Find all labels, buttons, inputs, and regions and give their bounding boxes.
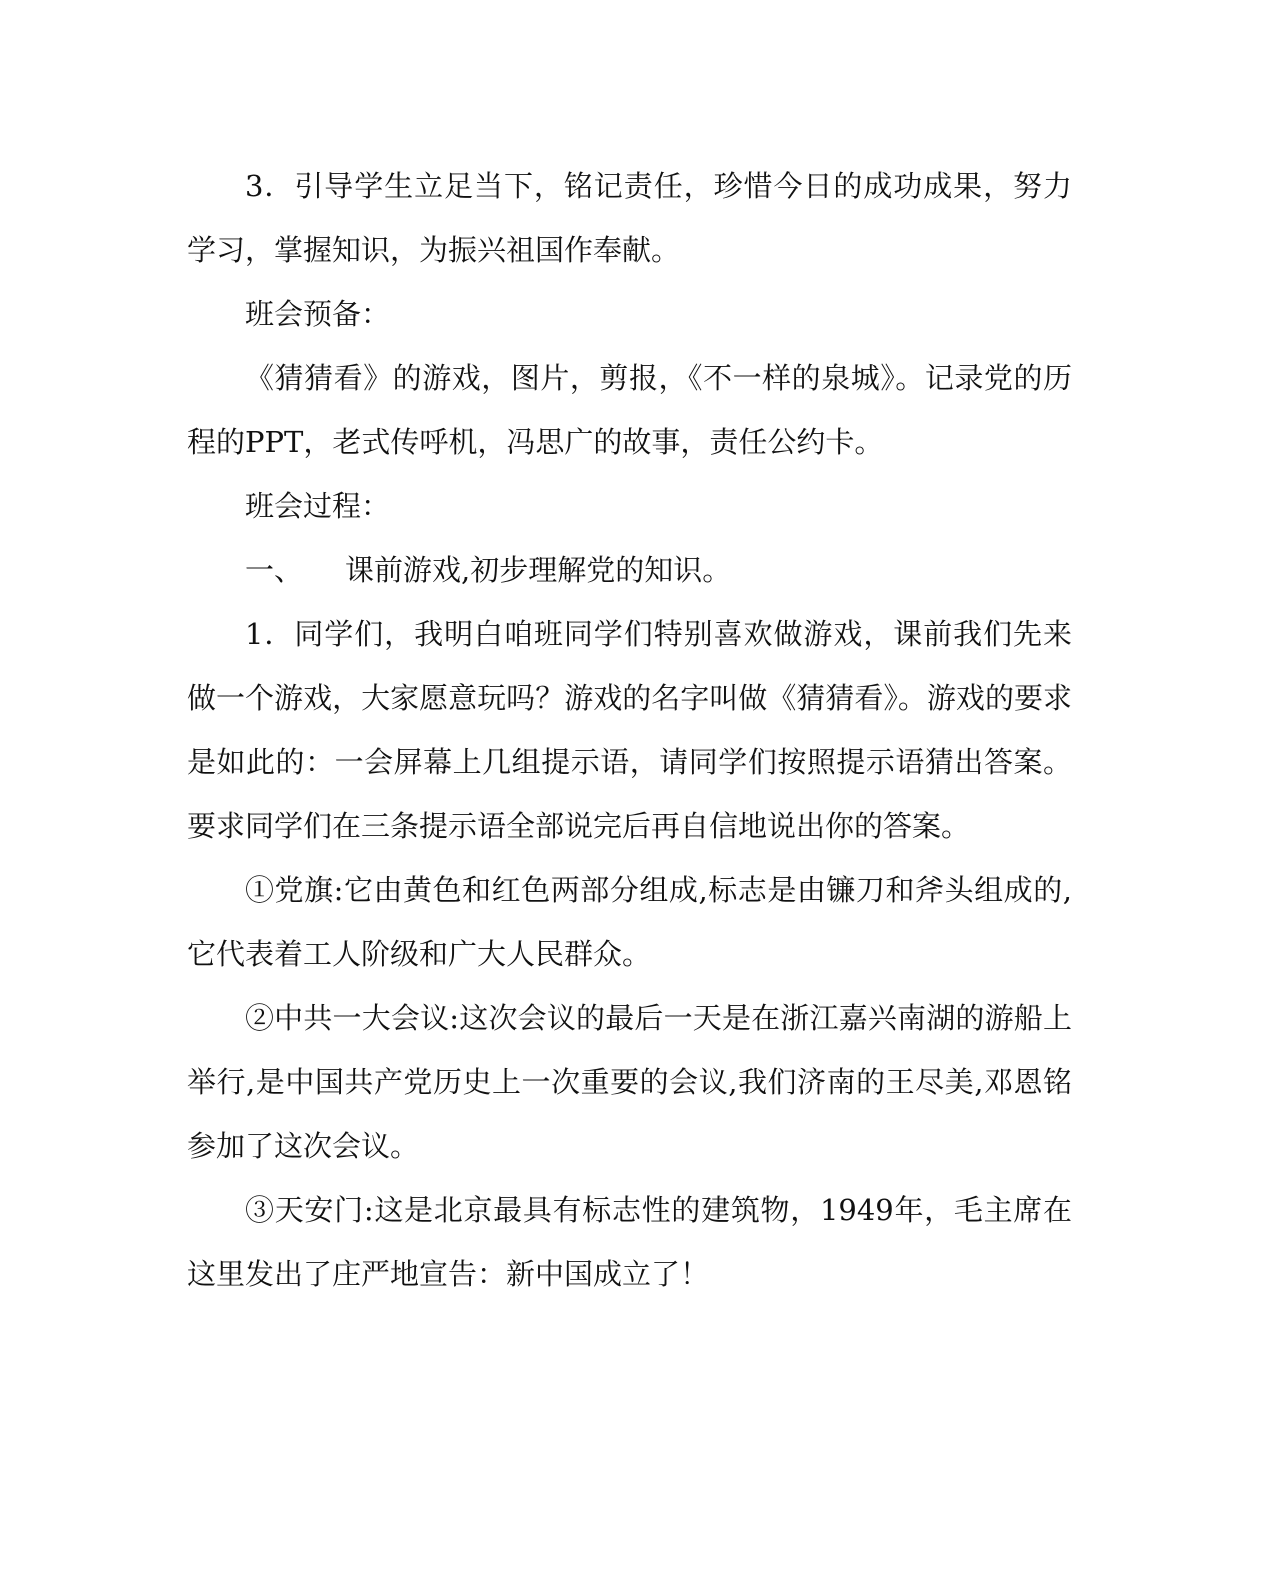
- paragraph-goal-3: 3．引导学生立足当下，铭记责任，珍惜今日的成功成果，努力学习，掌握知识，为振兴祖国作奉献。: [187, 169, 1072, 267]
- paragraph-game-intro: 1．同学们，我明白咱班同学们特别喜欢做游戏，课前我们先来做一个游戏，大家愿意玩吗？游戏的名字叫做《猜猜看》。游戏的要求是如此的：一会屏幕上几组提示语，请同学们按照提示语猜出答案。要求同学们在三条提示语全部说完后再自信地说出你的答案。: [187, 617, 1072, 843]
- document-body: [187, 154, 1072, 1306]
- paragraph-process-heading: 班会过程：: [245, 489, 391, 523]
- paragraph-clue-party-flag: ①党旗:它由黄色和红色两部分组成,标志是由镰刀和斧头组成的,它代表着工人阶级和广大人民群众。: [187, 873, 1072, 971]
- paragraph-preparation-heading: 班会预备：: [245, 297, 391, 331]
- section-number: 一、: [245, 553, 304, 587]
- section-heading-1: [187, 538, 1072, 602]
- paragraph-preparation-items: 《猜猜看》的游戏，图片，剪报，《不一样的泉城》。记录党的历程的PPT，老式传呼机，冯思广的故事，责任公约卡。: [187, 361, 1072, 459]
- paragraph-clue-first-congress: ②中共一大会议:这次会议的最后一天是在浙江嘉兴南湖的游船上举行,是中国共产党历史上一次重要的会议,我们济南的王尽美,邓恩铭参加了这次会议。: [187, 1001, 1072, 1163]
- paragraph-clue-tiananmen: ③天安门:这是北京最具有标志性的建筑物，1949年，毛主席在这里发出了庄严地宣告：新中国成立了！: [187, 1193, 1072, 1291]
- section-title: 课前游戏,初步理解党的知识。: [345, 553, 732, 587]
